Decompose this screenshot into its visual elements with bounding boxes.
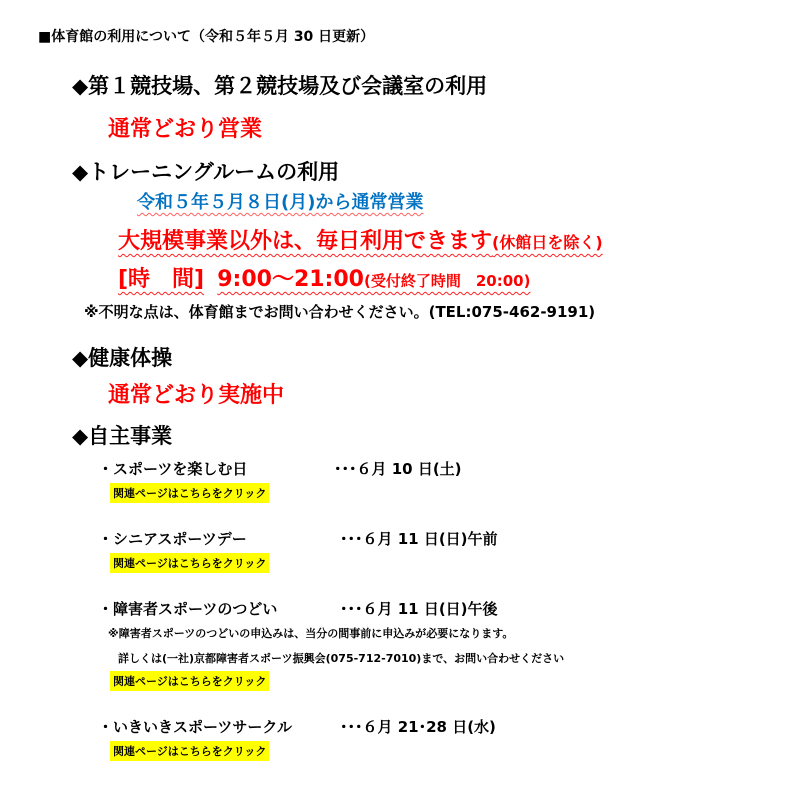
program-note: ※障害者スポーツのつどいの申込みは、当分の間事前に申込みが必要になります。	[108, 627, 514, 640]
program-date: ･･･６月 10 日(土)	[334, 460, 462, 478]
program-note: 詳しくは(一社)京都障害者スポーツ振興会(075-712-7010)まで、お問い合わせください	[118, 652, 565, 665]
related-page-link[interactable]: 関連ページはこちらをクリック	[110, 671, 269, 691]
related-page-link[interactable]: 関連ページはこちらをクリック	[110, 553, 269, 573]
hours-note: (受付終了時間 20:00)	[363, 272, 531, 290]
training-daily	[118, 224, 603, 255]
related-page-link[interactable]: 関連ページはこちらをクリック	[110, 741, 269, 761]
exercise-heading: ◆健康体操	[72, 346, 173, 370]
training-hours	[118, 262, 530, 293]
arena-heading: ◆第１競技場、第２競技場及び会議室の利用	[72, 74, 488, 98]
arena-status: 通常どおり営業	[108, 117, 263, 142]
training-heading: ◆トレーニングルームの利用	[72, 160, 340, 184]
programs-heading: ◆自主事業	[72, 424, 173, 448]
hours-value: 9:00～21:00	[217, 267, 364, 292]
program-date: ･･･６月 11 日(日)午前	[340, 530, 498, 548]
related-page-link[interactable]: 関連ページはこちらをクリック	[110, 483, 269, 503]
program-name: ・シニアスポーツデー	[98, 530, 247, 548]
training-daily-main: 大規模事業以外は、毎日利用できます	[118, 229, 493, 254]
page-title: ■体育館の利用について（令和５年５月 30 日更新）	[38, 29, 375, 45]
program-date: ･･･６月 21･28 日(水)	[340, 718, 496, 736]
hours-label: [時 間]	[118, 267, 205, 292]
training-date-notice: 令和５年５月８日(月)から通常営業	[137, 192, 424, 213]
training-daily-note: (休館日を除く)	[492, 233, 603, 252]
exercise-status: 通常どおり実施中	[108, 383, 285, 408]
program-name: ・障害者スポーツのつどい	[98, 600, 278, 618]
inquiry-note: ※不明な点は、体育館までお問い合わせください。(TEL:075-462-9191)	[84, 303, 596, 321]
program-name: ・スポーツを楽しむ日	[98, 460, 248, 478]
program-date: ･･･６月 11 日(日)午後	[340, 600, 498, 618]
program-name: ・いきいきスポーツサークル	[98, 718, 292, 736]
